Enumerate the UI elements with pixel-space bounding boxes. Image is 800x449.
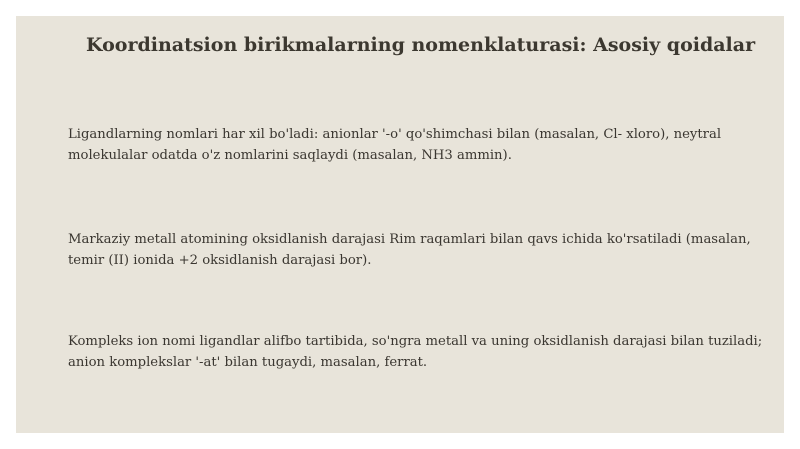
paragraph-oxidation-state: Markaziy metall atomining oksidlanish darajasi Rim raqamlari bilan qavs ichida ko'rsatiladi (masalan, temir (II) ionida +2 oksidlanish darajasi bor). [68,232,751,268]
slide-title: Koordinatsion birikmalarning nomenklaturasi: Asosiy qoidalar [86,34,756,56]
paragraph-complex-ion-name: Kompleks ion nomi ligandlar alifbo tartibida, so'ngra metall va uning oksidlanish darajasi bilan tuziladi; anion komplekslar '-at' bilan tugaydi, masalan, ferrat. [68,334,763,370]
slide [16,16,784,433]
paragraph-ligand-names: Ligandlarning nomlari har xil bo'ladi: anionlar '-o' qo'shimchasi bilan (masalan, Cl- xloro), neytral molekulalar odatda o'z nomlarini saqlaydi (masalan, NH3 ammin). [68,127,722,163]
